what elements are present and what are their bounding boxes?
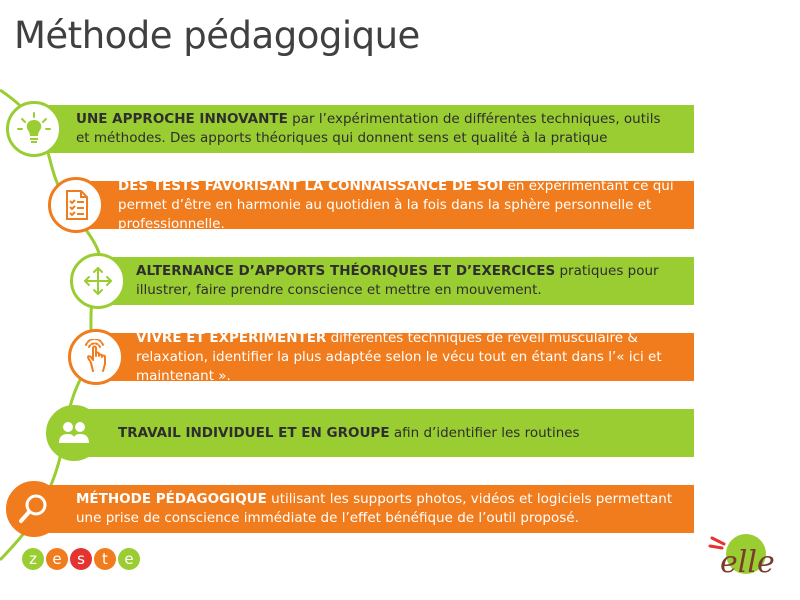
item-bar-5	[78, 409, 694, 457]
checklist-document-icon	[58, 187, 94, 223]
item-bar-6	[40, 485, 694, 533]
touch-hand-icon	[78, 339, 114, 375]
item-3-text: pratiques pour illustrer, faire prendre conscience et mettre en mouvement.	[136, 263, 659, 298]
item-bar-4	[98, 329, 694, 384]
zeste-letter-4: t	[94, 548, 116, 570]
item-3-icon-circle	[70, 253, 126, 309]
item-2-text: en expérimentant ce qui permet d’être en harmonie au quotidien à la fois dans la sphère personnelle et professionnelle.	[118, 177, 674, 232]
item-bar-1	[40, 105, 694, 153]
elle-logo-text: elle	[720, 545, 775, 580]
group-people-icon	[56, 415, 92, 451]
zeste-letter-2: e	[46, 548, 68, 570]
item-5-text: afin d’identifier les routines	[389, 424, 580, 441]
item-1-heading: UNE APPROCHE INNOVANTE	[76, 111, 288, 127]
elle-logo	[706, 528, 776, 584]
lightbulb-icon	[16, 111, 52, 147]
page-title: Méthode pédagogique	[14, 14, 420, 57]
move-arrows-icon	[80, 263, 116, 299]
item-3-heading: ALTERNANCE D’APPORTS THÉORIQUES ET D’EXERCICES	[136, 263, 556, 279]
item-4-heading: VIVRE ET EXPÉRIMENTER	[136, 329, 327, 346]
item-6-heading: MÉTHODE PÉDAGOGIQUE	[76, 491, 267, 507]
item-5-heading: TRAVAIL INDIVIDUEL ET EN GROUPE	[118, 424, 390, 441]
zeste-letter-3: s	[70, 548, 92, 570]
item-5-icon-circle	[46, 405, 102, 461]
item-1-icon-circle	[6, 101, 62, 157]
item-4-text: différentes techniques de réveil musculaire & relaxation, identifier la plus adaptée selon le vécu tout en étant dans l’« ici et maintenant ».	[136, 329, 662, 384]
zeste-letter-1: z	[22, 548, 44, 570]
magnifier-icon	[16, 491, 52, 527]
item-4-icon-circle	[68, 329, 124, 385]
item-6-text: utilisant les supports photos, vidéos et logiciels permettant une prise de conscience immédiate de l’effet bénéfique de l’outil proposé.	[76, 491, 673, 526]
item-1-text: par l’expérimentation de différentes techniques, outils et méthodes. Des apports théoriques qui donnent sens et qualité à la pratique	[76, 111, 661, 146]
zeste-letter-5: e	[118, 548, 140, 570]
item-bar-2	[80, 177, 694, 232]
item-6-icon-circle	[6, 481, 62, 537]
zeste-logo	[22, 548, 140, 570]
item-2-heading: DES TESTS FAVORISANT LA CONNAISSANCE DE SOI	[118, 177, 504, 194]
item-2-icon-circle	[48, 177, 104, 233]
item-bar-3	[98, 257, 694, 305]
